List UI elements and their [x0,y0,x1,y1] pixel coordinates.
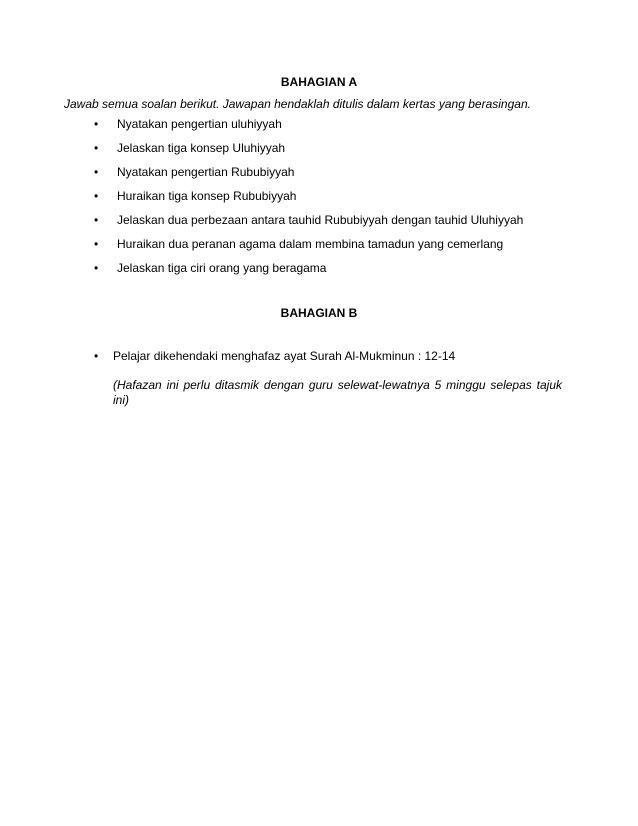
bullet-icon: • [94,189,99,203]
section-b-note: (Hafazan ini perlu ditasmik dengan guru selewat-lewatnya 5 minggu selepas tajuk ini) [113,378,562,407]
question-text: Huraikan dua peranan agama dalam membina tamadun yang cemerlang [117,237,504,251]
question-text: Nyatakan pengertian uluhiyyah [117,117,282,131]
bullet-icon: • [94,261,99,275]
bullet-icon: • [94,237,99,251]
question-text: Jelaskan tiga ciri orang yang beragama [117,261,327,275]
section-b-heading: BAHAGIAN B [280,306,358,320]
question-text: Huraikan tiga konsep Rububiyyah [117,189,297,203]
bullet-icon: • [94,141,99,155]
section-b-item-text: Pelajar dikehendaki menghafaz ayat Surah Al-Mukminun : 12-14 [113,349,456,363]
section-a-heading: BAHAGIAN A [280,75,358,89]
bullet-icon: • [94,117,99,131]
question-text: Nyatakan pengertian Rububiyyah [117,165,295,179]
bullet-icon: • [94,165,99,179]
bullet-icon: • [94,213,99,227]
question-text: Jelaskan tiga konsep Uluhiyyah [117,141,286,155]
section-a-instruction: Jawab semua soalan berikut. Jawapan hendaklah ditulis dalam kertas yang berasingan. [64,97,531,111]
question-text: Jelaskan dua perbezaan antara tauhid Rububiyyah dengan tauhid Uluhiyyah [117,213,524,227]
bullet-icon: • [94,349,99,363]
